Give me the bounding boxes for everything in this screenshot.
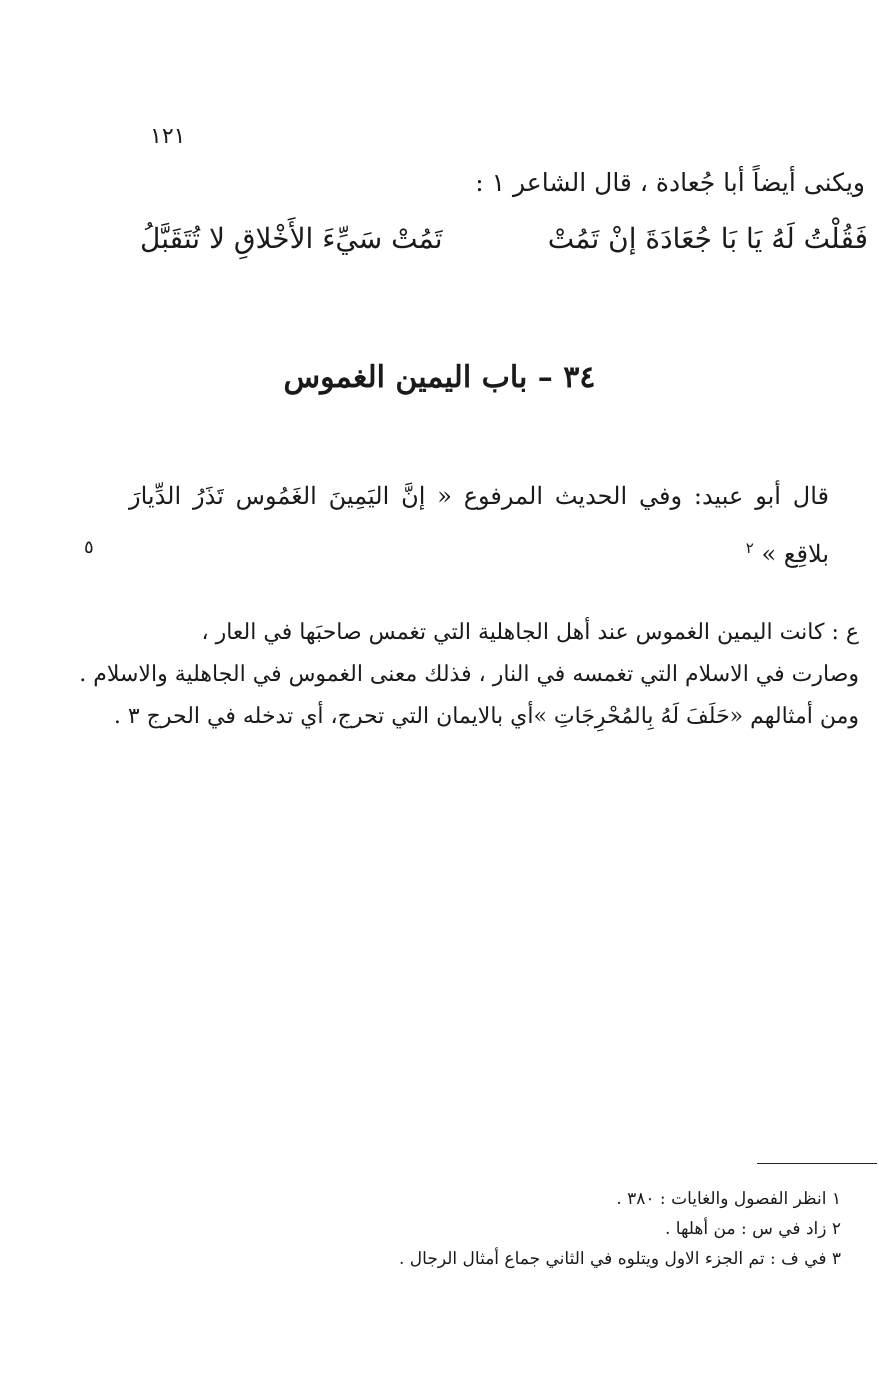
chapter-heading: ٣٤ – باب اليمين الغموس	[283, 360, 596, 395]
commentary-line: ومن أمثالهم «حَلَفَ لَهُ بِالمُحْرِجَاتِ »أي بالايمان التي تحرج، أي تدخله في الحرج ٣ .	[113, 704, 859, 729]
hadith-paragraph-text: قال أبو عبيد: وفي الحديث المرفوع « إنَّ اليَمِينَ الغَمُوس تَذَرُ الدِّيارَ بلاقِع »	[129, 482, 829, 568]
footnotes-list	[321, 1184, 841, 1274]
footnote-divider	[757, 1163, 877, 1164]
margin-line-number: ٥	[84, 537, 94, 558]
verse-second-hemistich: تَمُتْ سَيِّءَ الأَخْلاقِ لا تُتَقَبَّلُ	[140, 222, 443, 255]
commentary-line: ع : كانت اليمين الغموس عند أهل الجاهلية التي تغمس صاحبَها في العار ،	[201, 620, 859, 645]
commentary-paragraph	[79, 612, 859, 738]
verse-first-hemistich: فَقُلْتُ لَهُ يَا بَا جُعَادَةَ إنْ تَمُتْ	[547, 222, 868, 255]
footnote-reference: ٢	[745, 539, 754, 557]
hadith-paragraph	[129, 470, 829, 580]
page-number: ١٢١	[150, 124, 186, 149]
poetry-verse	[140, 222, 868, 272]
intro-line: ويكنى أيضاً أبا جُعادة ، قال الشاعر ١ :	[475, 168, 865, 197]
commentary-line: وصارت في الاسلام التي تغمسه في النار ، فذلك معنى الغموس في الجاهلية والاسلام .	[79, 662, 859, 687]
footnote-item: ٣ في ف : تم الجزء الاول ويتلوه في الثاني جماع أمثال الرجال .	[399, 1249, 841, 1269]
footnote-item: ٢ زاد في س : من أهلها .	[664, 1219, 841, 1239]
footnote-item: ١ انظر الفصول والغايات : ٣٨٠ .	[616, 1189, 841, 1209]
